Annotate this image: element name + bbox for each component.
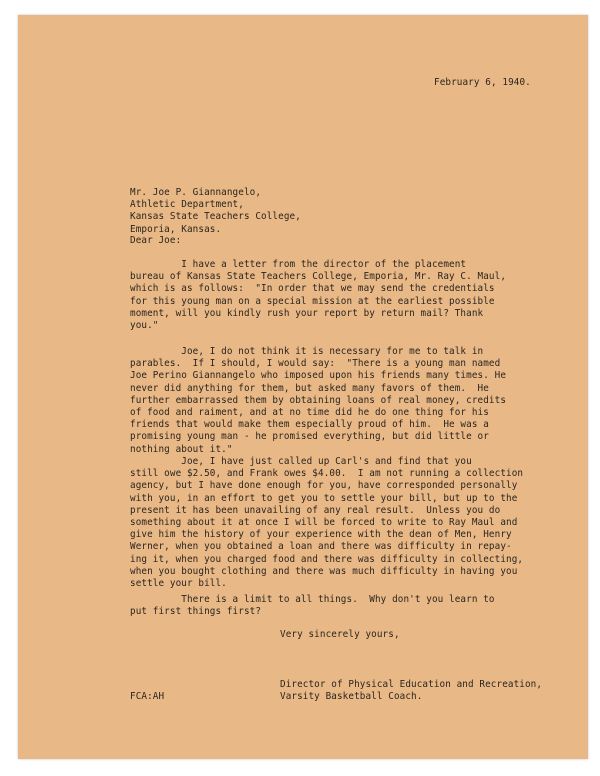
paragraph-debts bbox=[130, 456, 523, 590]
paragraph-placement-request bbox=[130, 259, 506, 332]
text-line: parables. If I should, I would say: "There is a young man named bbox=[130, 358, 501, 370]
text-line: for this young man on a special mission at the earliest possible bbox=[130, 295, 495, 307]
text-line: present it has been unavailing of any real result. Unless you do bbox=[130, 504, 501, 516]
text-line: Werner, when you obtained a loan and there was difficulty in repay- bbox=[130, 541, 512, 553]
text-line: There is a limit to all things. Why don't you learn to bbox=[130, 594, 495, 605]
text-line: of food and raiment, and at no time did he do one thing for his bbox=[130, 407, 489, 419]
text-line: which is as follows: "In order that we may send the credentials bbox=[130, 283, 495, 295]
text-line: give him the history of your experience with the dean of Men, Henry bbox=[130, 529, 512, 541]
text-line: I have a letter from the director of the placement bbox=[130, 259, 467, 270]
text-line: Joe, I have just called up Carl's and find that you bbox=[130, 456, 472, 467]
signature-line: Director of Physical Education and Recreation, bbox=[280, 679, 543, 690]
text-line: settle your bill. bbox=[130, 578, 227, 590]
text-line: never did anything for them, but asked many favors of them. He bbox=[130, 382, 489, 394]
text-line: still owe $2.50, and Frank owes $4.00. I am not running a collection bbox=[130, 468, 524, 480]
address-line: Athletic Department, bbox=[130, 199, 244, 211]
signature-line: Varsity Basketball Coach. bbox=[280, 691, 423, 703]
text-line: you." bbox=[130, 320, 159, 332]
text-line: when you bought clothing and there was much difficulty in having you bbox=[130, 565, 518, 577]
text-line: further embarrassed them by obtaining loans of real money, credits bbox=[130, 394, 507, 406]
text-line: promising young man - he promised everything, but did little or bbox=[130, 431, 489, 443]
letter-page bbox=[18, 15, 588, 759]
paragraph-parable bbox=[130, 346, 506, 456]
letter-date: February 6, 1940. bbox=[434, 77, 531, 88]
text-line: something about it at once I will be forced to write to Ray Maul and bbox=[130, 517, 518, 529]
address-line: Mr. Joe P. Giannangelo, bbox=[130, 187, 262, 198]
address-line: Emporia, Kansas. bbox=[130, 223, 222, 235]
address-line: Kansas State Teachers College, bbox=[130, 211, 301, 223]
text-line: with you, in an effort to get you to settle your bill, but up to the bbox=[130, 492, 518, 504]
text-line: agency, but I have done enough for you, have corresponded personally bbox=[130, 480, 518, 492]
reference-initials: FCA:AH bbox=[130, 691, 165, 702]
signature-block bbox=[280, 679, 542, 703]
text-line: put first things first? bbox=[130, 606, 262, 618]
closing: Very sincerely yours, bbox=[280, 629, 400, 640]
text-line: bureau of Kansas State Teachers College, Emporia, Mr. Ray C. Maul, bbox=[130, 271, 507, 283]
recipient-address bbox=[130, 187, 301, 236]
text-line: moment, will you kindly rush your report by return mail? Thank bbox=[130, 307, 484, 319]
salutation: Dear Joe: bbox=[130, 235, 182, 246]
text-line: friends that would make them especially proud of him. He was a bbox=[130, 419, 489, 431]
text-line: nothing about it." bbox=[130, 443, 233, 455]
text-line: Joe Perino Giannangelo who imposed upon his friends many times. He bbox=[130, 370, 507, 382]
text-line: ing it, when you charged food and there was difficulty in collecting, bbox=[130, 553, 524, 565]
paragraph-limit bbox=[130, 594, 495, 618]
text-line: Joe, I do not think it is necessary for me to talk in bbox=[130, 346, 484, 357]
